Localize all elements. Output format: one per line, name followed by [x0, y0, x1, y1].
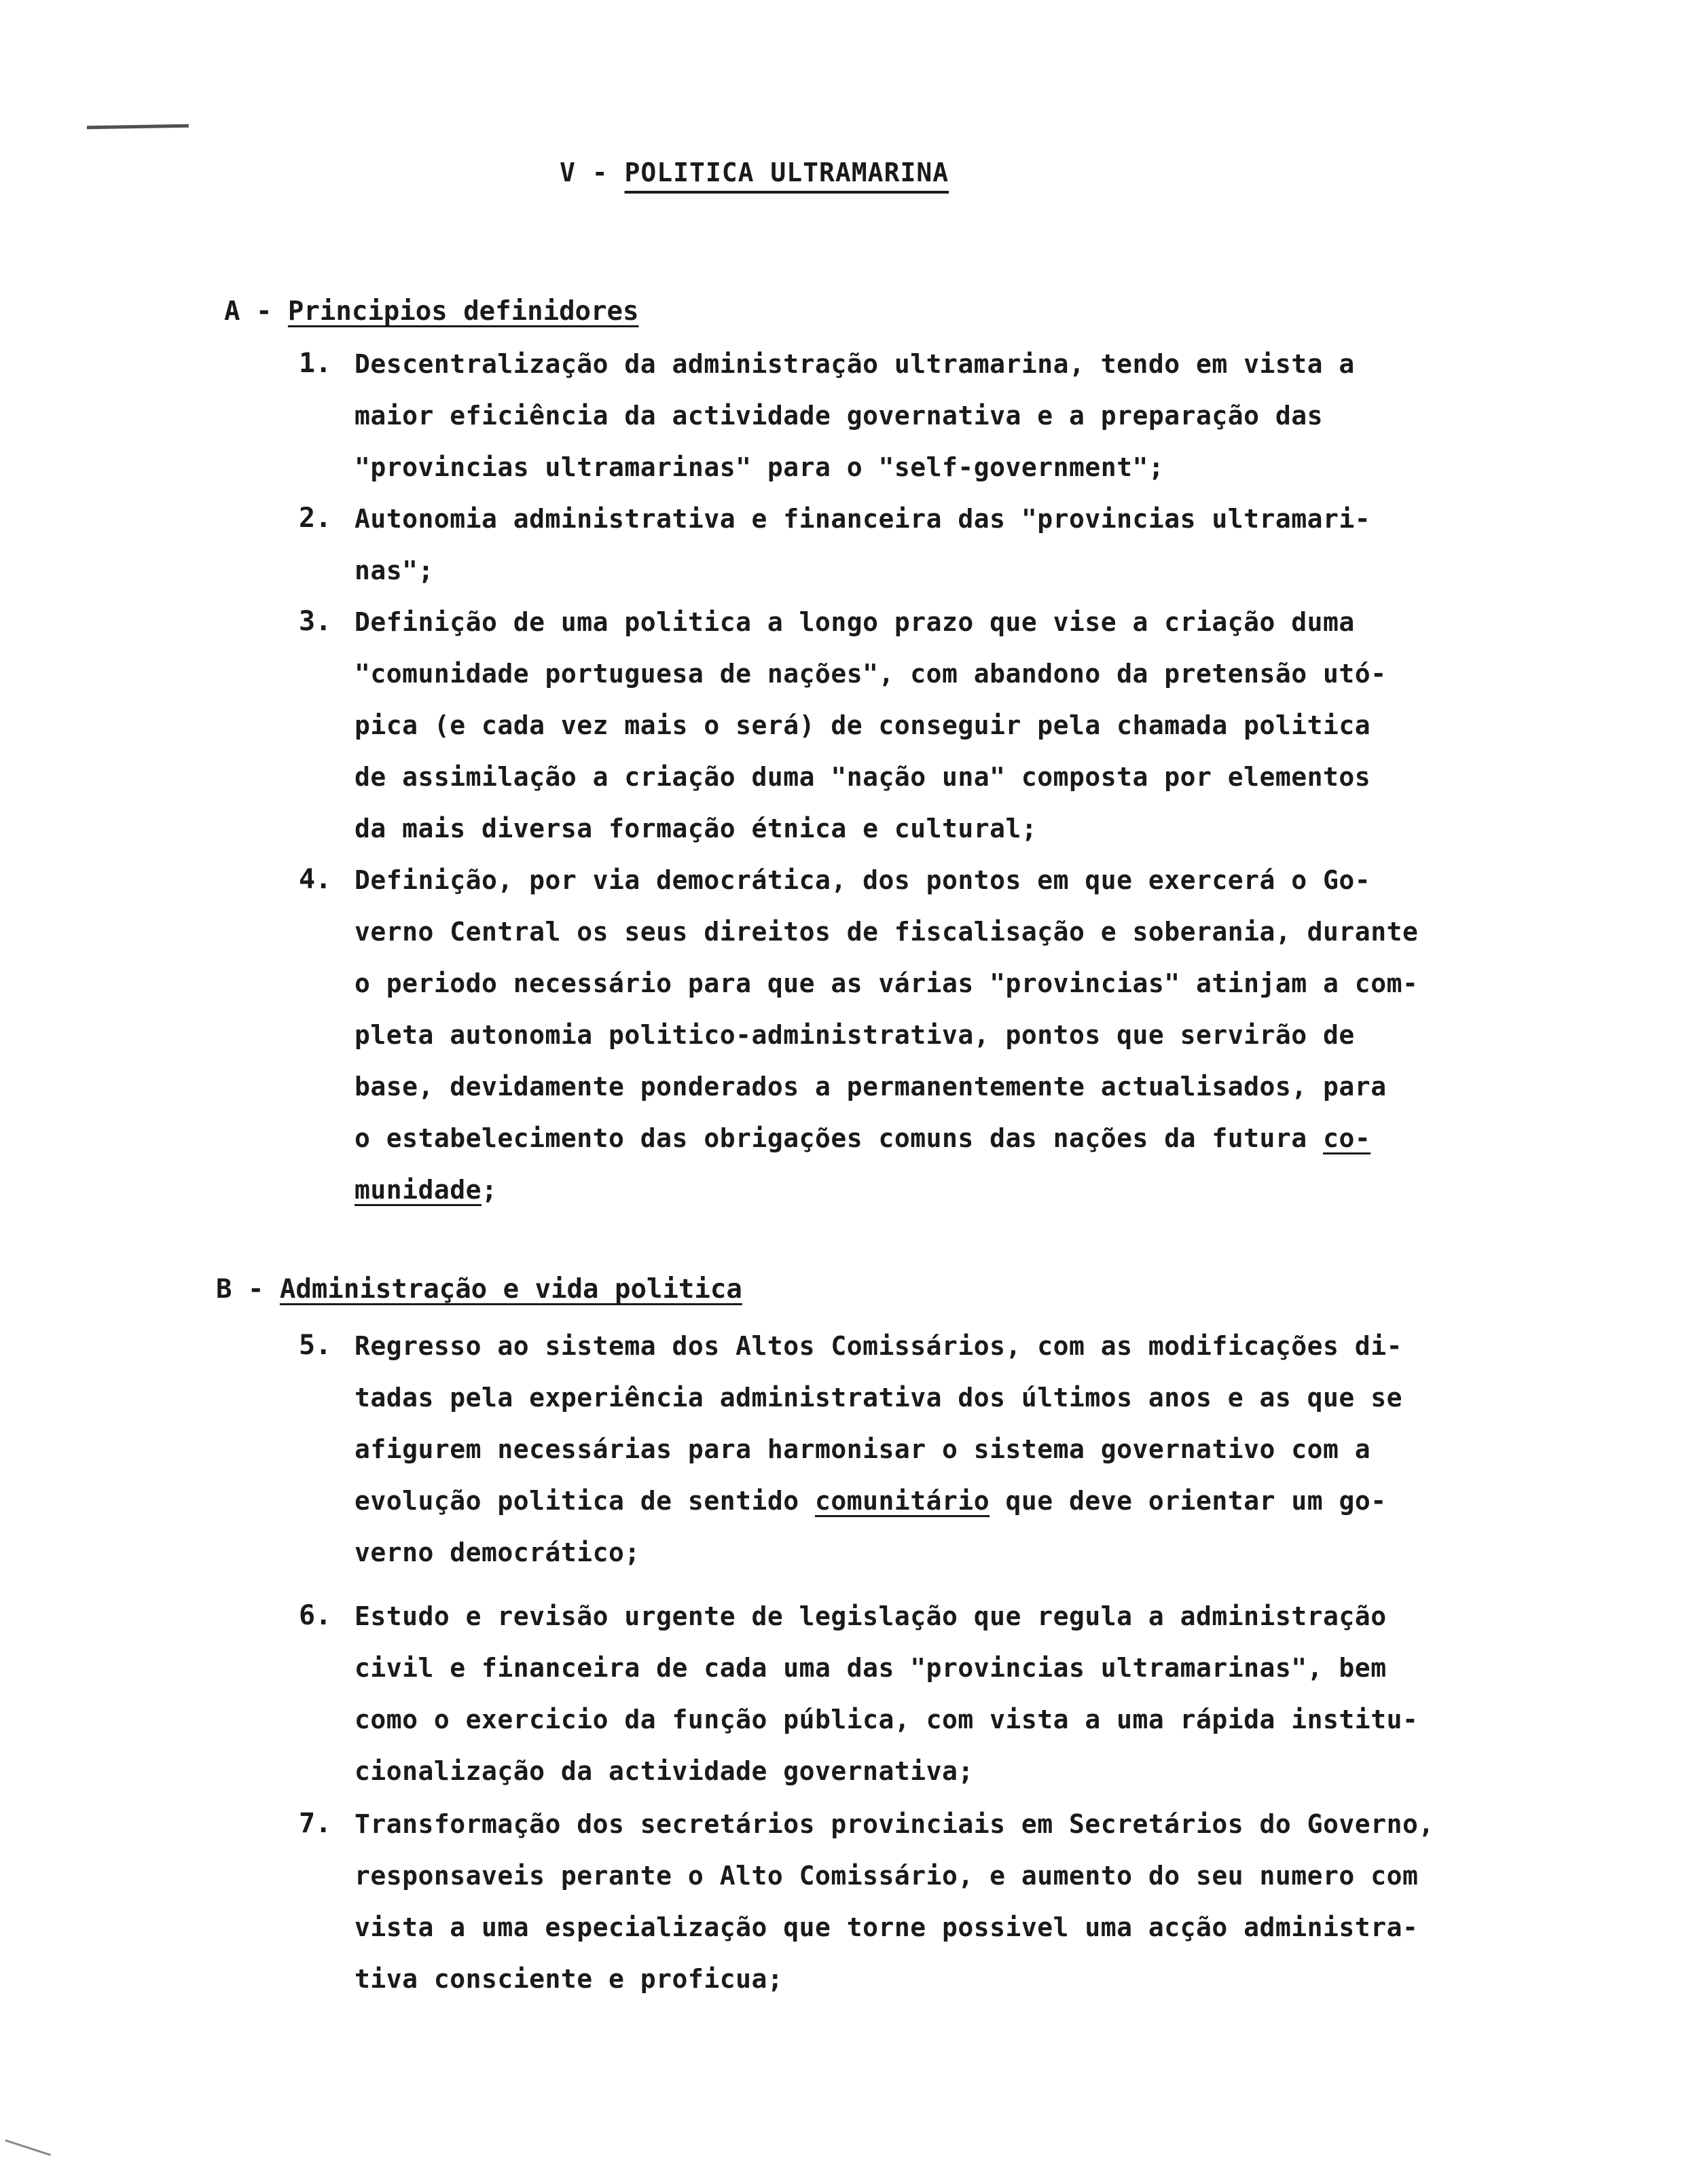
scratch-mark	[87, 124, 189, 134]
item-line: Descentralização da administração ultramarina, tendo em vista a	[355, 349, 1355, 379]
item-line: de assimilação a criação duma "nação una" composta por elementos	[355, 762, 1371, 792]
item-line: afigurem necessárias para harmonisar o sistema governativo com a	[355, 1434, 1371, 1464]
item-line: responsaveis perante o Alto Comissário, e aumento do seu numero com	[355, 1861, 1419, 1891]
item-line-text: o estabelecimento das obrigações comuns das nações da futura	[355, 1123, 1324, 1153]
item-number: 3.	[299, 606, 332, 637]
item-line: vista a uma especialização que torne possivel uma acção administra-	[355, 1912, 1419, 1942]
item-line: nas";	[355, 556, 434, 585]
item-line: como o exercicio da função pública, com vista a uma rápida institu-	[355, 1705, 1419, 1734]
item-line: da mais diversa formação étnica e cultural;	[355, 814, 1038, 843]
item-line: Transformação dos secretários provinciais em Secretários do Governo,	[355, 1809, 1434, 1839]
item-number: 6.	[299, 1600, 332, 1631]
item-line-text: evolução politica de sentido	[355, 1486, 815, 1516]
item-line-suffix: ;	[482, 1175, 498, 1205]
section-letter: A -	[224, 296, 288, 327]
section-title: Administração e vida politica	[279, 1274, 742, 1305]
item-line: "provincias ultramarinas" para o "self-government";	[355, 452, 1165, 482]
item-line: pleta autonomia politico-administrativa, pontos que servirão de	[355, 1020, 1355, 1050]
section-letter: B -	[216, 1274, 280, 1305]
item-line: tadas pela experiência administrativa dos últimos anos e as que se	[355, 1383, 1402, 1413]
title-prefix: V -	[560, 158, 625, 187]
underlined-word: comunitário	[814, 1486, 990, 1516]
item-number: 1.	[299, 348, 332, 379]
underlined-word: munidade	[355, 1175, 482, 1205]
item-line: verno Central os seus direitos de fiscalisação e soberania, durante	[355, 917, 1419, 947]
item-line: Autonomia administrativa e financeira das "provincias ultramari-	[355, 504, 1371, 534]
section-title: Principios definidores	[287, 296, 639, 327]
item-number: 5.	[299, 1330, 332, 1361]
item-line: o periodo necessário para que as várias "provincias" atinjam a com-	[355, 968, 1419, 998]
item-line: Regresso ao sistema dos Altos Comissários, com as modificações di-	[355, 1331, 1402, 1361]
item-line	[355, 1486, 1387, 1516]
section-heading-b	[216, 1274, 742, 1305]
item-line: civil e financeira de cada uma das "provincias ultramarinas", bem	[355, 1653, 1387, 1683]
item-number: 2.	[299, 503, 332, 534]
item-line: pica (e cada vez mais o será) de conseguir pela chamada politica	[355, 710, 1371, 740]
title-text: POLITICA ULTRAMARINA	[624, 158, 949, 187]
corner-mark	[0, 2139, 51, 2182]
item-line: "comunidade portuguesa de nações", com abandono da pretensão utó-	[355, 659, 1387, 689]
page-title	[560, 158, 949, 187]
section-heading-a	[224, 296, 638, 327]
item-line: tiva consciente e proficua;	[355, 1964, 784, 1994]
item-line-suffix: que deve orientar um go-	[990, 1486, 1387, 1516]
item-line: Definição, por via democrática, dos pontos em que exercerá o Go-	[355, 865, 1371, 895]
item-line	[355, 1123, 1371, 1153]
item-line: Definição de uma politica a longo prazo que vise a criação duma	[355, 607, 1355, 637]
underlined-word: co-	[1323, 1123, 1371, 1153]
item-line: maior eficiência da actividade governativa e a preparação das	[355, 401, 1324, 431]
item-number: 4.	[299, 864, 332, 895]
item-line: verno democrático;	[355, 1537, 640, 1567]
item-line	[355, 1175, 497, 1205]
item-line: base, devidamente ponderados a permanentemente actualisados, para	[355, 1072, 1387, 1102]
item-line: cionalização da actividade governativa;	[355, 1756, 974, 1786]
item-number: 7.	[299, 1808, 332, 1839]
item-line: Estudo e revisão urgente de legislação que regula a administração	[355, 1601, 1387, 1631]
